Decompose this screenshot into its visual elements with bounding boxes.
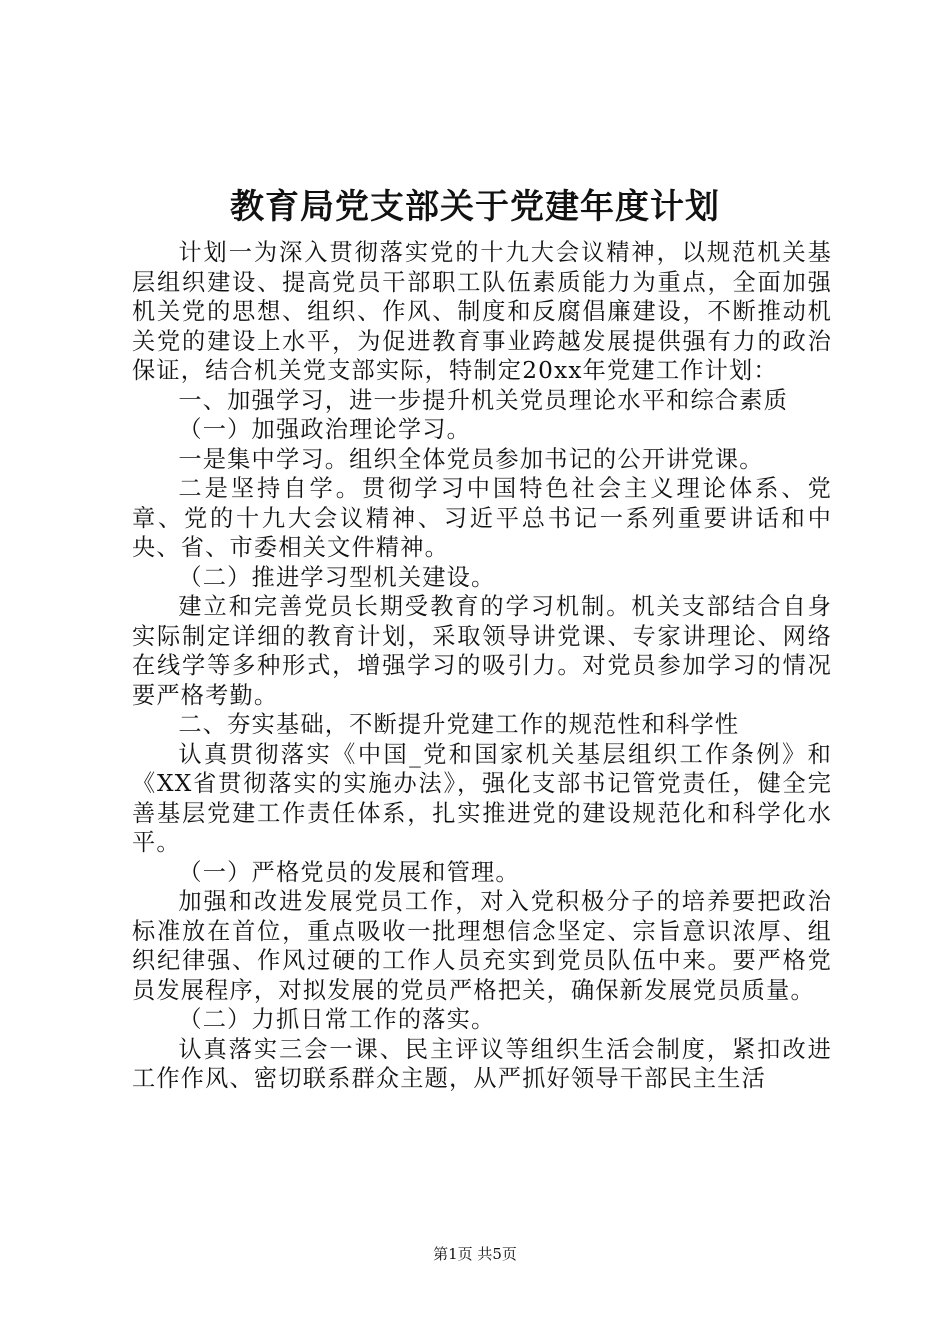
- paragraph: 一是集中学习。组织全体党员参加书记的公开讲党课。: [178, 445, 764, 473]
- page-number-footer: 第1页 共5页: [433, 1245, 517, 1263]
- paragraph: 建立和完善党员长期受教育的学习机制。机关支部结合自身实际制定详细的教育计划，采取领导讲党课、专家讲理论、网络在线学等多种形式，增强学习的吸引力。对党员参加学习的情况要严格考勤。: [132, 593, 832, 709]
- paragraph: 二是坚持自学。贯彻学习中国特色社会主义理论体系、党章、党的十九大会议精神、习近平总书记一系列重要讲话和中央、省、市委相关文件精神。: [132, 475, 832, 561]
- section-heading: 二、夯实基础，不断提升党建工作的规范性和科学性: [178, 711, 740, 738]
- paragraph: 认真贯彻落实《中国_党和国家机关基层组织工作条例》和《XX省贯彻落实的实施办法》，强化支部书记管党责任，健全完善基层党建工作责任体系，扎实推进党的建设规范化和科学化水平。: [132, 740, 832, 856]
- paragraph: 加强和改进发展党员工作，对入党积极分子的培养要把政治标准放在首位，重点吸收一批理想信念坚定、宗旨意识浓厚、组织纪律强、作风过硬的工作人员充实到党员队伍中来。要严格党员发展程序，对拟发展的党员严格把关，确保新发展党员质量。: [132, 888, 832, 1004]
- subsection-heading: （二）力抓日常工作的落实。: [178, 1006, 496, 1033]
- document-body: [132, 238, 832, 1094]
- document-title: 教育局党支部关于党建年度计划: [230, 187, 720, 227]
- subsection-heading: （一）加强政治理论学习。: [178, 416, 472, 443]
- section-heading: 一、加强学习，进一步提升机关党员理论水平和综合素质: [178, 386, 789, 414]
- paragraph: 认真落实三会一课、民主评议等组织生活会制度，紧扣改进工作作风、密切联系群众主题，从严抓好领导干部民主生活: [132, 1035, 832, 1092]
- subsection-heading: （二）推进学习型机关建设。: [178, 563, 496, 591]
- subsection-heading: （一）严格党员的发展和管理。: [178, 858, 520, 886]
- paragraph: 计划一为深入贯彻落实党的十九大会议精神，以规范机关基层组织建设、提高党员干部职工队伍素质能力为重点，全面加强机关党的思想、组织、作风、制度和反腐倡廉建设，不断推动机关党的建设上水平，为促进教育事业跨越发展提供强有力的政治保证，结合机关党支部实际，特制定20xx年党建工作计划：: [132, 239, 832, 384]
